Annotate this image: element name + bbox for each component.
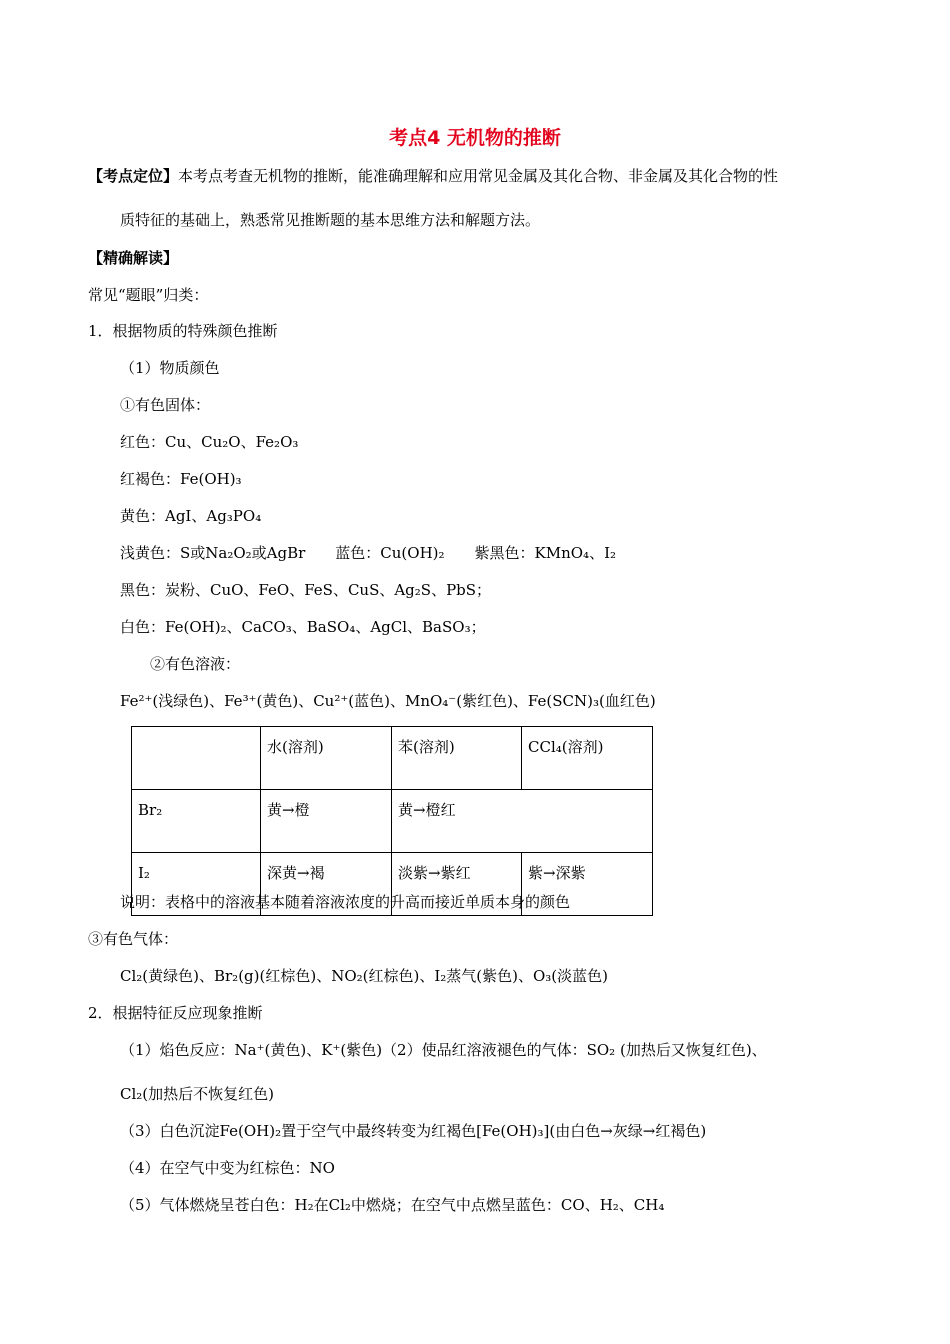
table-row [132, 790, 653, 853]
flame-test-line1: （1）焰色反应：Na⁺(黄色)、K⁺(紫色)（2）使品红溶液褪色的气体：SO₂ (加热后又恢复红色)、 [120, 1041, 767, 1059]
air-red-brown-item: （4）在空气中变为红棕色：NO [120, 1159, 335, 1177]
colored-ions: Fe²⁺(浅绿色)、Fe³⁺(黄色)、Cu²⁺(蓝色)、MnO₄⁻(紫红色)、Fe(SCN)₃(血红色) [120, 692, 656, 710]
positioning-text-line2: 质特征的基础上，熟悉常见推断题的基本思维方法和解题方法。 [120, 211, 541, 229]
table-cell: 深黄→褐 [261, 853, 392, 916]
table-note: 说明：表格中的溶液基本随着溶液浓度的升高而接近单质本身的颜色 [120, 893, 571, 911]
table-header-cell: 苯(溶剂) [392, 727, 522, 790]
table-cell: 淡紫→紫红 [392, 853, 522, 916]
red-solids: 红色：Cu、Cu₂O、Fe₂O₃ [120, 433, 299, 451]
colored-solids-heading: ①有色固体： [120, 396, 211, 414]
gas-combustion-item: （5）气体燃烧呈苍白色：H₂在Cl₂中燃烧；在空气中点燃呈蓝色：CO、H₂、CH₄ [120, 1196, 665, 1214]
table-cell: 紫→深紫 [522, 853, 653, 916]
white-precipitate-item: （3）白色沉淀Fe(OH)₂置于空气中最终转变为红褐色[Fe(OH)₃](由白色→灰绿→红褐色) [120, 1122, 707, 1140]
section2-heading: 2．根据特征反应现象推断 [88, 1004, 263, 1022]
colored-solutions-heading: ②有色溶液： [150, 655, 241, 673]
table-header-cell: CCl₄(溶剂) [522, 727, 653, 790]
light-yellow-blue-purple-solids: 浅黄色：S或Na₂O₂或AgBr 蓝色：Cu(OH)₂ 紫黑色：KMnO₄、I₂ [120, 544, 617, 562]
table-cell: Br₂ [132, 790, 261, 853]
intro-text: 常见“题眼”归类： [88, 286, 209, 304]
page-title: 考点4 无机物的推断 [389, 127, 561, 149]
table-header-row [132, 727, 653, 790]
yellow-solids: 黄色：AgI、Ag₃PO₄ [120, 507, 262, 525]
table-cell: 黄→橙红 [392, 790, 653, 853]
black-solids: 黑色：炭粉、CuO、FeO、FeS、CuS、Ag₂S、PbS； [120, 581, 492, 599]
positioning-paragraph [88, 166, 778, 186]
colored-gases-heading: ③有色气体： [88, 930, 179, 948]
flame-test-line2: Cl₂(加热后不恢复红色) [120, 1085, 274, 1103]
reddish-brown-solids: 红褐色：Fe(OH)₃ [120, 470, 242, 488]
table-cell: I₂ [132, 853, 261, 916]
section1-heading: 1．根据物质的特殊颜色推断 [88, 322, 278, 340]
white-solids: 白色：Fe(OH)₂、CaCO₃、BaSO₄、AgCl、BaSO₃； [120, 618, 486, 636]
reading-heading: 【精确解读】 [88, 249, 179, 267]
colored-gases: Cl₂(黄绿色)、Br₂(g)(红棕色)、NO₂(红棕色)、I₂蒸气(紫色)、O₃(淡蓝色) [120, 967, 609, 985]
positioning-label: 【考点定位】 [88, 167, 179, 185]
positioning-text-line1: 本考点考查无机物的推断，能准确理解和应用常见金属及其化合物、非金属及其化合物的性 [178, 167, 779, 185]
substance-color-heading: （1）物质颜色 [120, 359, 220, 377]
table-header-cell: 水(溶剂) [261, 727, 392, 790]
table-header-cell [132, 727, 261, 790]
table-cell: 黄→橙 [261, 790, 392, 853]
halogen-color-table [131, 726, 653, 916]
